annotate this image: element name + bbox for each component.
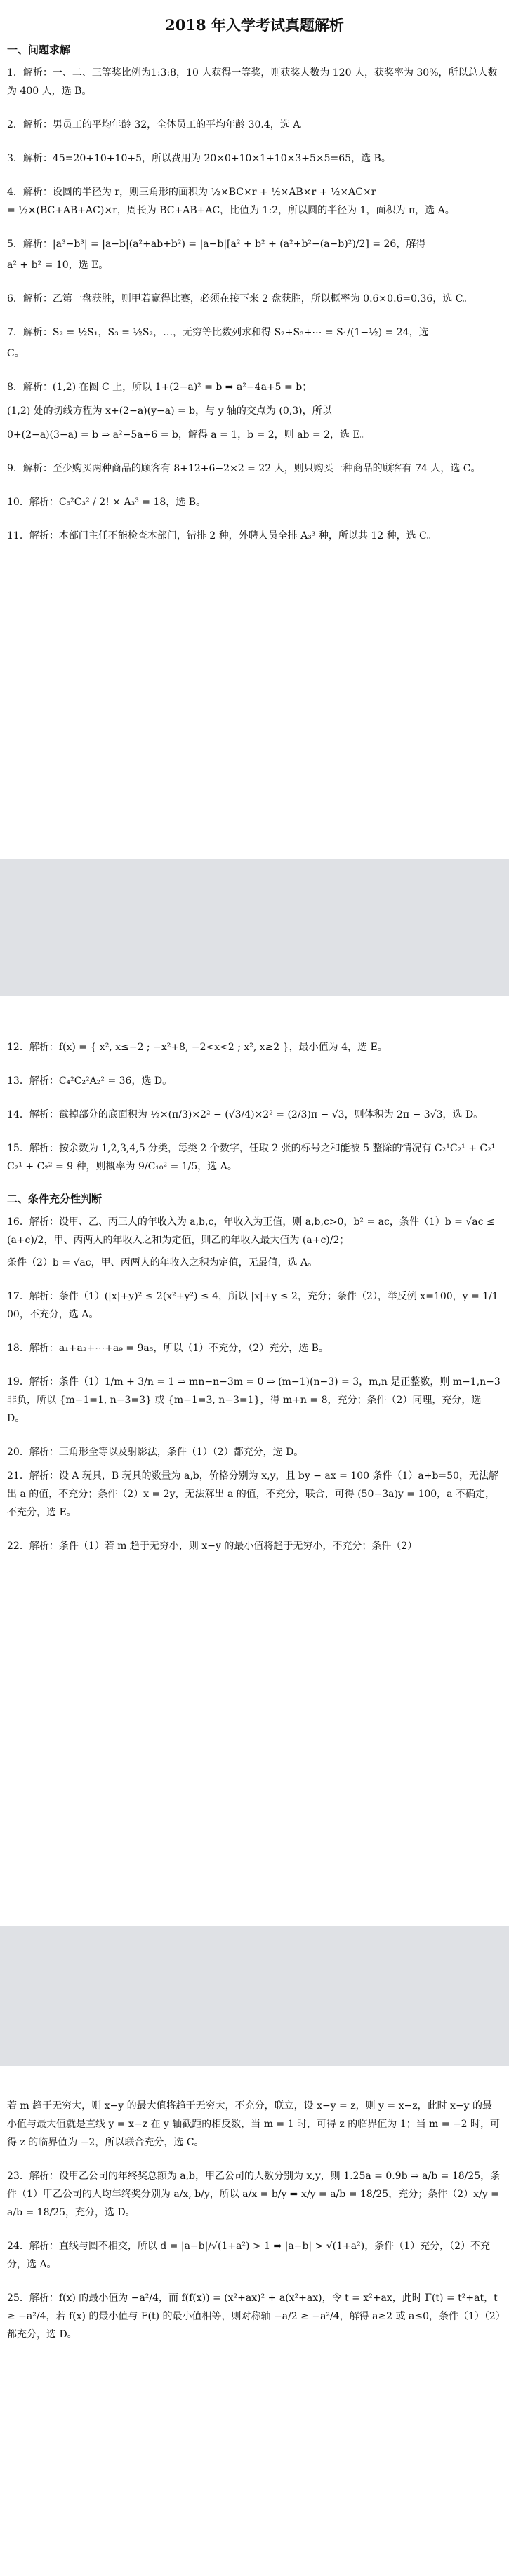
page-gap-1 [0, 859, 509, 996]
answer-2: 2．解析：男员工的平均年龄 32，全体员工的平均年龄 30.4，选 A。 [7, 119, 310, 130]
answer-23: 23．解析：设甲乙公司的年终奖总额为 a,b，甲乙公司的人数分别为 x,y，则 1.25a = 0.9b ⇒ a/b = 18/25，条件（1）甲乙公司的人均年终奖分别为 a/x, b/y，所以 a/x = b/y ⇒ x/y = a/b = 18/25，充分；条件（2）x/y = a/b = 18/25，充分，选 D。 [7, 2171, 501, 2218]
answer-6: 6．解析：乙第一盘获胜，则甲若赢得比赛，必须在接下来 2 盘获胜，所以概率为 0.6×0.6=0.36，选 C。 [7, 293, 473, 304]
answer-22-line-2: 若 m 趋于无穷大，则 x−y 的最大值将趋于无穷大，不充分，联立，设 x−y = z，则 y = x−z，此时 x−y 的最小值与最大值就是直线 y = x−z 在 y 轴截距的相反数，当 m = 1 时，可得 z 的临界值为 1；当 m = −2 时，可得 z 的临界值为 −2，所以联合充分，选 C。 [7, 2100, 501, 2148]
answer-21: 21．解析：设 A 玩具，B 玩具的数量为 a,b，价格分别为 x,y，且 by − ax = 100 条件（1）a+b=50，无法解出 a 的值，不充分；条件（2）x = 2y，无法解出 a 的值，不充分，联合，可得 (50−3a)y = 100，a 不确定，不充分，选 E。 [7, 1470, 498, 1518]
answer-9: 9．解析：至少购买两种商品的顾客有 8+12+6−2×2 = 22 人，则只购买一种商品的顾客有 74 人，选 C。 [7, 463, 481, 474]
answer-15: 15．解析：按余数为 1,2,3,4,5 分类，每类 2 个数字，任取 2 张的标号之和能被 5 整除的情况有 C₂¹C₂¹ + C₂¹C₂¹ + C₂² = 9 种，则概率为 9/C₁₀² = 1/5，选 A。 [7, 1143, 496, 1172]
answer-25: 25．解析：f(x) 的最小值为 −a²/4，而 f(f(x)) = (x²+ax)² + a(x²+ax)，令 t = x²+ax，此时 F(t) = t²+at，t ≥ −a²/4，若 f(x) 的最小值与 F(t) 的最小值相等，则对称轴 −a/2 ≥ −a²/4，解得 a≥2 或 a≤0，条件（1）（2）都充分，选 D。 [7, 2293, 501, 2340]
answer-8-line-1: 8．解析：(1,2) 在圆 C 上，所以 1+(2−a)² = b ⇒ a²−4a+5 = b； [7, 382, 312, 393]
answer-19: 19．解析：条件（1）1/m + 3/n = 1 ⇒ mn−n−3m = 0 ⇒ (m−1)(n−3) = 3，m,n 是正整数，则 m−1,n−3 非负，所以 {m−1=1, n−3=3} 或 {m−1=3, n−3=1}，得 m+n = 8，充分；条件（2）同理，充分，选 D。 [7, 1376, 501, 1424]
answer-8-line-2: (1,2) 处的切线方程为 x+(2−a)(y−a) = b，与 y 轴的交点为 (0,3)，所以 [7, 405, 332, 417]
answer-18: 18．解析：a₁+a₂+⋯+a₉ = 9a₅，所以（1）不充分，（2）充分，选 B。 [7, 1343, 329, 1354]
section-heading-sufficiency: 二、条件充分性判断 [7, 1193, 103, 1205]
answer-8-line-3: 0+(2−a)(3−a) = b ⇒ a²−5a+6 = b，解得 a = 1，b = 2，则 ab = 2，选 E。 [7, 429, 370, 441]
answer-7-line-2: C。 [7, 348, 25, 359]
answer-4-line-2: = ½×(BC+AB+AC)×r，周长为 BC+AB+AC，比值为 1:2，所以圆的半径为 1，面积为 π，选 A。 [7, 205, 455, 216]
answer-1: 1．解析：一、二、三等奖比例为1:3:8，10 人获得一等奖，则获奖人数为 120 人，获奖率为 30%，所以总人数为 400 人，选 B。 [7, 67, 498, 97]
answer-5-line-1: 5．解析：|a³−b³| = |a−b|(a²+ab+b²) = |a−b|[a² + b² + (a²+b²−(a−b)²)/2] = 26，解得 [7, 239, 426, 250]
answer-14: 14．解析：截掉部分的底面积为 ½×(π/3)×2² − (√3/4)×2² = (2/3)π − √3，则体积为 2π − 3√3，选 D。 [7, 1109, 484, 1120]
answer-11: 11．解析：本部门主任不能检查本部门，错排 2 种，外聘人员全排 A₃³ 种，所以共 12 种，选 C。 [7, 530, 437, 542]
answer-22-line-1: 22．解析：条件（1）若 m 趋于无穷小，则 x−y 的最小值将趋于无穷小，不充分；条件（2） [7, 1541, 418, 1552]
answer-16-line-2: 条件（2）b = √ac，甲、丙两人的年收入之积为定值，无最值，选 A。 [7, 1257, 318, 1268]
page-1 [0, 0, 509, 859]
section-heading-problem-solving: 一、问题求解 [7, 43, 71, 56]
answer-24: 24．解析：直线与圆不相交，所以 d = |a−b|/√(1+a²) > 1 ⇒ |a−b| > √(1+a²)，条件（1）充分，（2）不充分，选 A。 [7, 2241, 491, 2270]
answer-3: 3．解析：45=20+10+10+5，所以费用为 20×0+10×1+10×3+5×5=65，选 B。 [7, 153, 391, 164]
page-title: 2018 年入学考试真题解析 [165, 16, 344, 34]
answer-12: 12．解析：f(x) = { x², x≤−2 ; −x²+8, −2<x<2 ; x², x≥2 }，最小值为 4，选 E。 [7, 1042, 388, 1053]
answer-4-line-1: 4．解析：设圆的半径为 r，则三角形的面积为 ½×BC×r + ½×AB×r + ½×AC×r [7, 187, 376, 198]
answer-5-line-2: a² + b² = 10，选 E。 [7, 260, 109, 271]
answer-16-line-1: 16．解析：设甲、乙、丙三人的年收入为 a,b,c，年收入为正值，则 a,b,c>0，b² = ac，条件（1）b = √ac ≤ (a+c)/2，甲、丙两人的年收入之和为定值，则乙的年收入最大值为 (a+c)/2； [7, 1216, 495, 1246]
answer-17: 17．解析：条件（1）(|x|+y)² ≤ 2(x²+y²) ≤ 4，所以 |x|+y ≤ 2，充分；条件（2），举反例 x=100，y = 1/100，不充分，选 A。 [7, 1291, 498, 1320]
answer-20: 20．解析：三角形全等以及射影法，条件（1）（2）都充分，选 D。 [7, 1447, 304, 1458]
answer-7-line-1: 7．解析：S₂ = ½S₁，S₃ = ½S₂，…，无穷等比数列求和得 S₂+S₃+⋯ = S₁/(1−½) = 24，选 [7, 327, 429, 338]
answer-10: 10．解析：C₅²C₃² / 2! × A₃³ = 18，选 B。 [7, 497, 206, 508]
page-3 [0, 2066, 509, 2576]
page-2 [0, 996, 509, 1926]
page-gap-2 [0, 1926, 509, 2066]
answer-13: 13．解析：C₄²C₂²A₂² = 36，选 D。 [7, 1075, 173, 1087]
